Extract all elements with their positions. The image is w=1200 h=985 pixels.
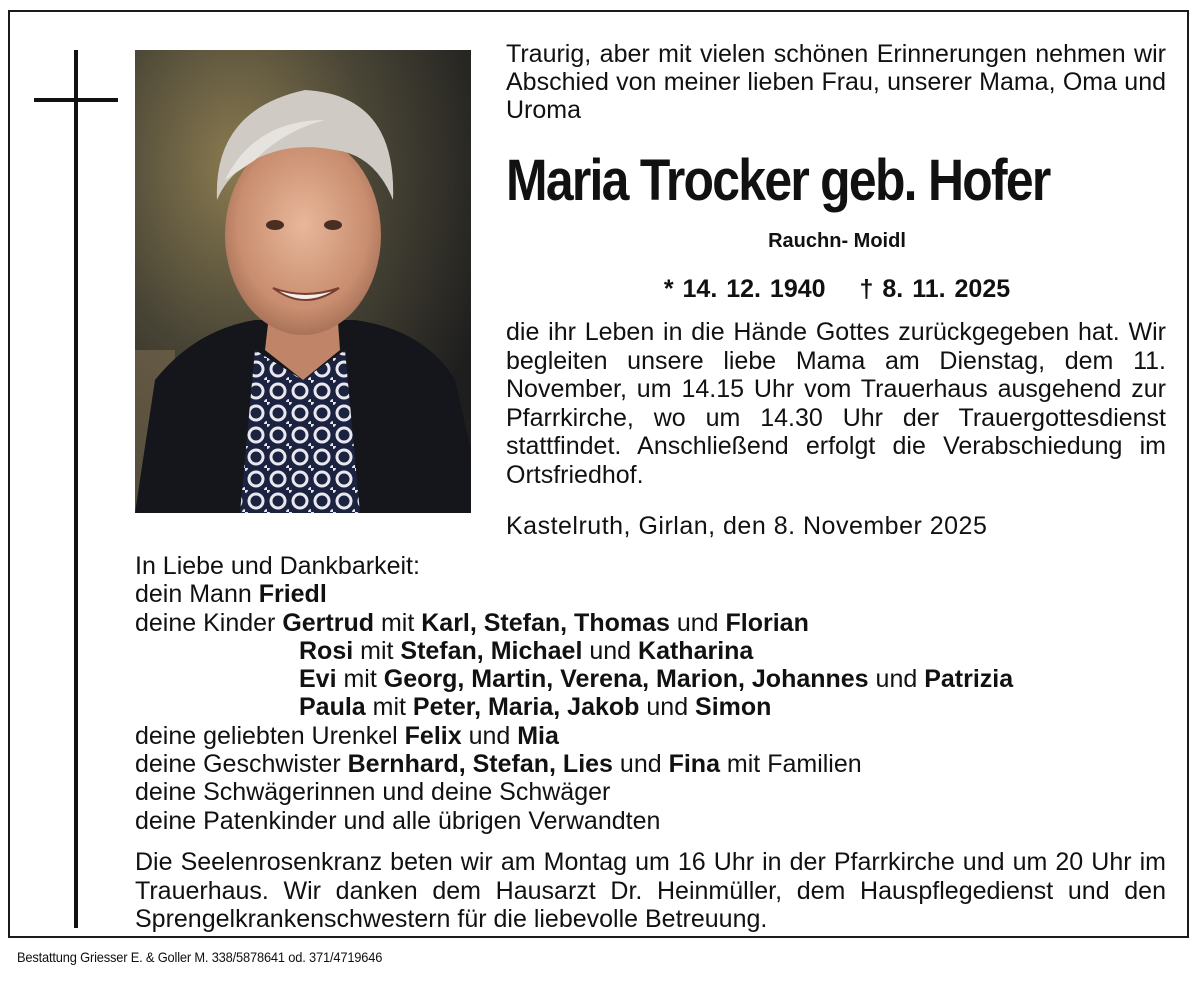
- family-line: Rosi mit Stefan, Michael und Katharina: [299, 636, 754, 665]
- deceased-nickname: Rauchn- Moidl: [768, 230, 906, 252]
- family-line: deine geliebten Urenkel Felix und Mia: [135, 721, 559, 750]
- place-and-date: Kastelruth, Girlan, den 8. November 2025: [506, 512, 988, 540]
- family-line: deine Geschwister Bernhard, Stefan, Lies und Fina mit Familien: [135, 750, 862, 779]
- family-line: In Liebe und Dankbarkeit:: [135, 552, 420, 580]
- family-line: deine Kinder Gertrud mit Karl, Stefan, Thomas und Florian: [135, 608, 809, 637]
- family-line: Evi mit Georg, Martin, Verena, Marion, Johannes und Patrizia: [299, 665, 1014, 694]
- life-dates: [506, 274, 1168, 304]
- family-line: deine Patenkinder und alle übrigen Verwandten: [135, 806, 661, 835]
- family-line: dein Mann Friedl: [135, 580, 327, 609]
- death-date: † 8. 11. 2025: [859, 275, 1011, 303]
- birth-date: * 14. 12. 1940: [663, 275, 826, 303]
- funeral-home-footer: Bestattung Griesser E. & Goller M. 338/5878641 od. 371/4719646: [17, 949, 383, 965]
- cross-vertical-bar: [74, 50, 78, 928]
- funeral-details: die ihr Leben in die Hände Gottes zurückgegeben hat. Wir begleiten unsere liebe Mama am Dienstag, dem 11. November, um 14.15 Uhr vom Trauerhaus ausgehend zur Pfarrkirche, wo um 14.30 Uhr der Trauergottesdienst stattfindet. Anschließend erfolgt die Verabschiedung im Ortsfriedhof.: [506, 318, 1166, 489]
- deceased-name: Maria Trocker geb. Hofer: [506, 148, 1050, 213]
- portrait-photo: [135, 50, 471, 513]
- family-list: [135, 552, 1165, 835]
- family-line: Paula mit Peter, Maria, Jakob und Simon: [299, 693, 772, 722]
- closing-text: Die Seelenrosenkranz beten wir am Montag um 16 Uhr in der Pfarrkirche und um 20 Uhr im Trauerhaus. Wir danken dem Hausarzt Dr. Heinmüller, dem Hauspflegedienst und den Sprengelkrankenschwestern für die liebevolle Betreuung.: [135, 848, 1166, 933]
- intro-text: Traurig, aber mit vielen schönen Erinnerungen nehmen wir Abschied von meiner lieben Frau, unserer Mama, Oma und Uroma: [506, 40, 1166, 124]
- family-line: deine Schwägerinnen und deine Schwäger: [135, 778, 611, 807]
- cross-horizontal-bar: [34, 98, 118, 102]
